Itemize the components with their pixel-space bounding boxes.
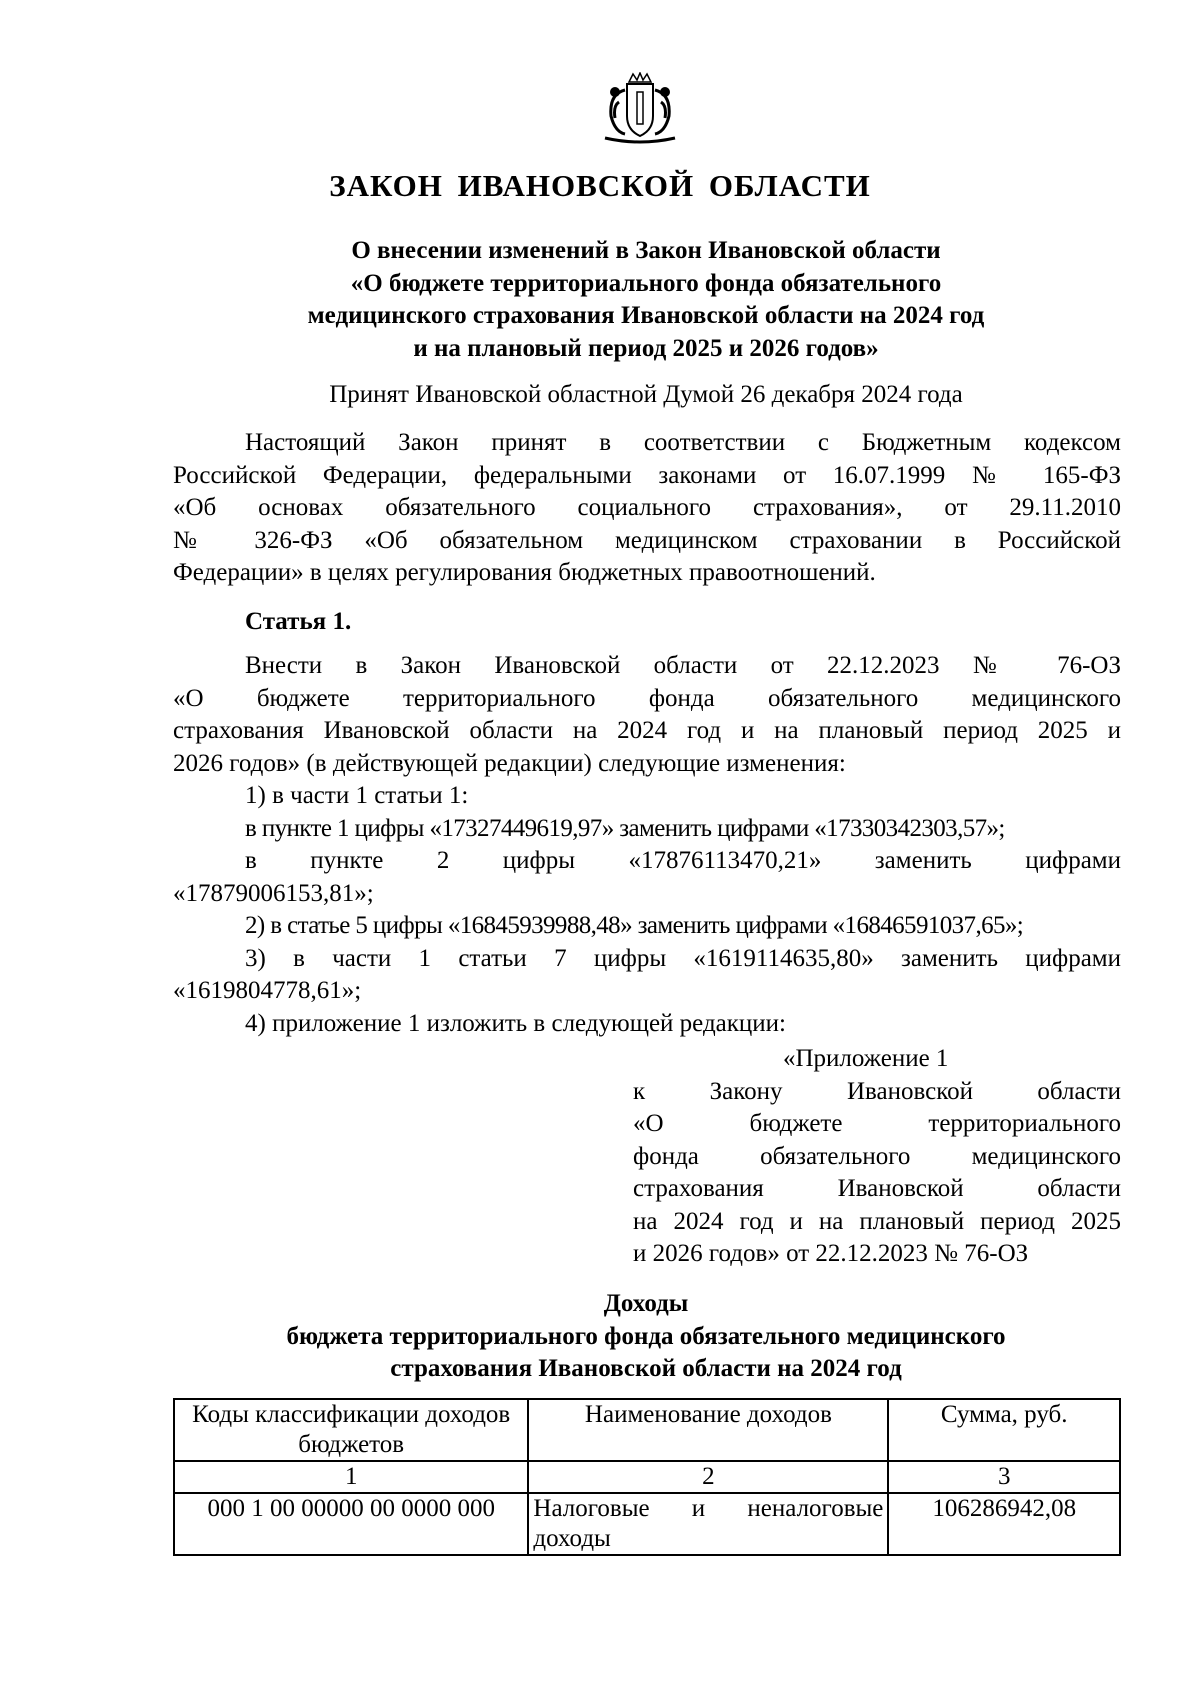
table-number-row bbox=[174, 1461, 1120, 1493]
amendment-line: 4) приложение 1 изложить в следующей редакции: bbox=[245, 1009, 786, 1037]
amendment-line: в пункте 2 цифры «17876113470,21» заменить цифрами bbox=[245, 847, 1121, 874]
column-number: 2 bbox=[528, 1461, 888, 1493]
law-subject-line: медицинского страхования Ивановской области на 2024 год bbox=[307, 302, 985, 329]
header-codes: Коды классификации доходов бюджетов bbox=[174, 1399, 528, 1461]
intro-line: № 326-ФЗ «Об обязательном медицинском страховании в Российской bbox=[173, 526, 1121, 554]
column-number: 1 bbox=[174, 1461, 528, 1493]
amendment-line: 1) в части 1 статьи 1: bbox=[245, 782, 469, 809]
amendment-line: «17879006153,81»; bbox=[173, 879, 374, 907]
article-heading: Статья 1. bbox=[245, 608, 352, 635]
law-title: ЗАКОН ИВАНОВСКОЙ ОБЛАСТИ bbox=[329, 168, 871, 203]
coat-of-arms-icon bbox=[601, 72, 679, 148]
amendment-line: «О бюджете территориального фонда обязательного медицинского bbox=[173, 684, 1121, 712]
appendix-line: «О бюджете территориального bbox=[633, 1110, 1121, 1137]
table-row bbox=[174, 1493, 1120, 1555]
table-title-line: бюджета территориального фонда обязательного медицинского bbox=[286, 1322, 1006, 1350]
amendment-line: Внести в Закон Ивановской области от 22.12.2023 № 76-ОЗ bbox=[245, 652, 1121, 679]
law-subject-line: и на плановый период 2025 и 2026 годов» bbox=[413, 334, 879, 362]
header-amount: Сумма, руб. bbox=[888, 1399, 1120, 1461]
appendix-line: к Закону Ивановской области bbox=[633, 1077, 1121, 1105]
amendment-line: «1619804778,61»; bbox=[173, 977, 362, 1004]
law-subject bbox=[170, 235, 1122, 365]
intro-line: «Об основах обязательного социального страхования», от 29.11.2010 bbox=[173, 494, 1121, 521]
table-title bbox=[170, 1288, 1122, 1386]
column-number: 3 bbox=[888, 1461, 1120, 1493]
table-title-line: Доходы bbox=[603, 1290, 689, 1317]
appendix-line: фонда обязательного медицинского bbox=[633, 1142, 1121, 1170]
amendment-line: в пункте 1 цифры «17327449619,97» заменить цифрами «17330342303,57»; bbox=[245, 814, 1005, 842]
law-subject-line: «О бюджете территориального фонда обязательного bbox=[350, 269, 942, 297]
intro-line: Федерации» в целях регулирования бюджетных правоотношений. bbox=[173, 559, 876, 586]
income-amount: 106286942,08 bbox=[888, 1493, 1120, 1555]
appendix-header bbox=[633, 1043, 1121, 1271]
amendment-line: 3) в части 1 статьи 7 цифры «1619114635,80» заменить цифрами bbox=[245, 944, 1121, 972]
income-code: 000 1 00 00000 00 0000 000 bbox=[174, 1493, 528, 1555]
appendix-line: «Приложение 1 bbox=[783, 1045, 949, 1072]
appendix-line: страхования Ивановской области bbox=[633, 1175, 1121, 1202]
income-table bbox=[173, 1398, 1121, 1556]
law-subject-line: О внесении изменений в Закон Ивановской области bbox=[351, 237, 941, 264]
amendment-line: 2) в статье 5 цифры «16845939988,48» заменить цифрами «16846591037,65»; bbox=[245, 912, 1024, 939]
appendix-line: на 2024 год и на плановый период 2025 bbox=[633, 1207, 1121, 1235]
table-title-line: страхования Ивановской области на 2024 год bbox=[390, 1355, 902, 1382]
amendment-line: 2026 годов» (в действующей редакции) следующие изменения: bbox=[173, 749, 846, 777]
amendment-line: страхования Ивановской области на 2024 год и на плановый период 2025 и bbox=[173, 717, 1121, 744]
intro-paragraph bbox=[173, 427, 1121, 590]
appendix-line: и 2026 годов» от 22.12.2023 № 76-ОЗ bbox=[633, 1240, 1029, 1267]
table-header-row bbox=[174, 1399, 1120, 1461]
adoption-note: Принят Ивановской областной Думой 26 декабря 2024 года bbox=[329, 381, 963, 408]
intro-line: Настоящий Закон принят в соответствии с Бюджетным кодексом bbox=[245, 429, 1121, 456]
header-name: Наименование доходов bbox=[528, 1399, 888, 1461]
amendments-paragraph bbox=[173, 650, 1121, 1040]
income-name: Налоговые и неналоговые доходы bbox=[528, 1493, 888, 1555]
intro-line: Российской Федерации, федеральными законами от 16.07.1999 № 165-ФЗ bbox=[173, 461, 1121, 489]
